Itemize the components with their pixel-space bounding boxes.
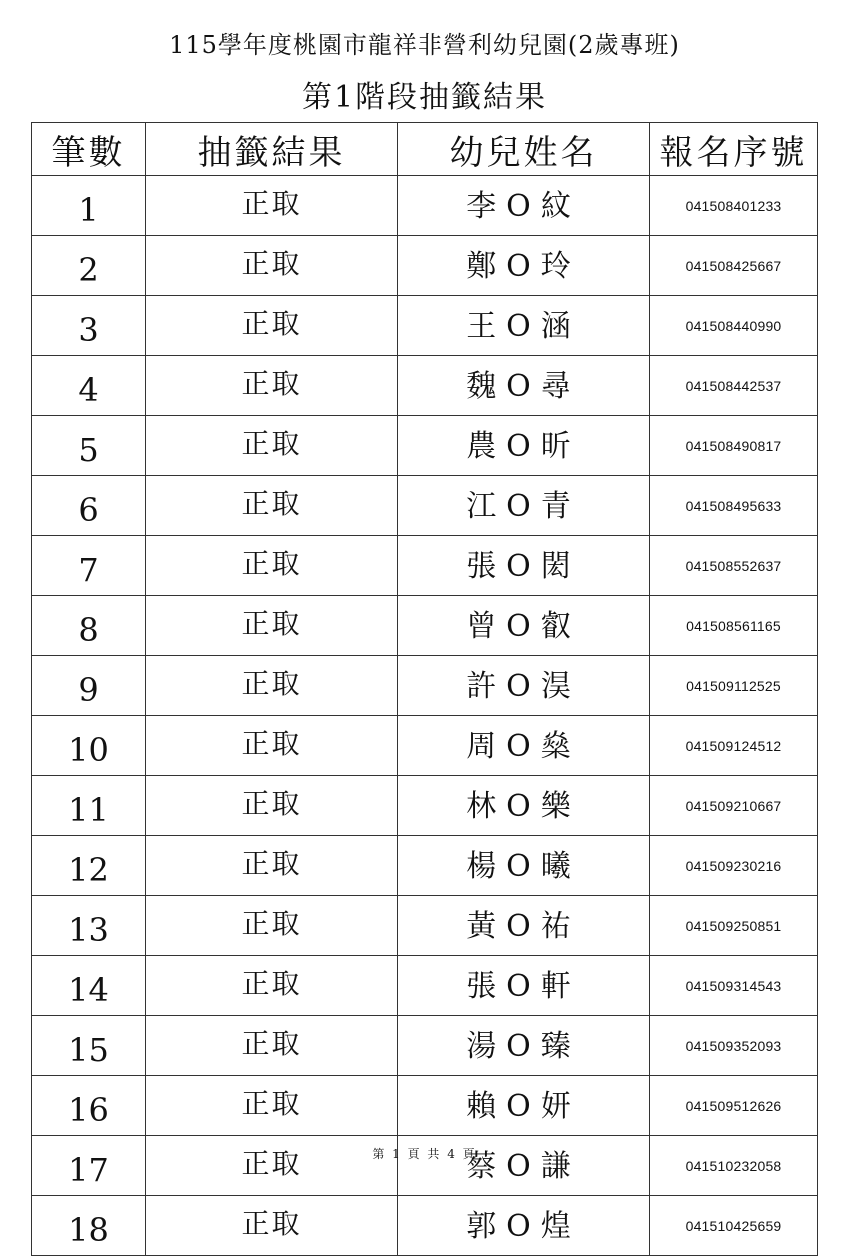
column-header-result: 抽籤結果 — [146, 123, 398, 176]
row-count-cell: 18 — [32, 1196, 146, 1256]
row-result-cell: 正取 — [146, 416, 398, 476]
row-count-cell: 4 — [32, 356, 146, 416]
row-child-name-cell: 王O涵 — [398, 296, 650, 356]
table-row — [32, 1136, 818, 1196]
row-result-cell: 正取 — [146, 1136, 398, 1196]
row-count-cell: 5 — [32, 416, 146, 476]
row-count-cell: 2 — [32, 236, 146, 296]
table-row — [32, 896, 818, 956]
table-row — [32, 236, 818, 296]
row-registration-number-cell: 041509512626 — [650, 1076, 818, 1136]
column-header-count: 筆數 — [32, 123, 146, 176]
table-row — [32, 416, 818, 476]
row-result-cell: 正取 — [146, 1196, 398, 1256]
row-registration-number-cell: 041508495633 — [650, 476, 818, 536]
document-subtitle: 第1階段抽籤結果 — [301, 80, 548, 115]
row-result-cell: 正取 — [146, 1016, 398, 1076]
row-count-cell: 17 — [32, 1136, 146, 1196]
table-row — [32, 356, 818, 416]
row-child-name-cell: 李O紋 — [398, 176, 650, 236]
row-child-name-cell: 黃O祐 — [398, 896, 650, 956]
row-registration-number-cell: 041508425667 — [650, 236, 818, 296]
table-row — [32, 1016, 818, 1076]
table-body — [32, 176, 818, 1256]
row-result-cell: 正取 — [146, 536, 398, 596]
row-registration-number-cell: 041508440990 — [650, 296, 818, 356]
table-header-row — [32, 123, 818, 176]
row-result-cell: 正取 — [146, 356, 398, 416]
row-child-name-cell: 許O淏 — [398, 656, 650, 716]
table-row — [32, 956, 818, 1016]
row-child-name-cell: 周O燊 — [398, 716, 650, 776]
row-count-cell: 15 — [32, 1016, 146, 1076]
page-number: 第 1 頁 共 4 頁 — [372, 1147, 477, 1161]
row-count-cell: 7 — [32, 536, 146, 596]
row-child-name-cell: 林O樂 — [398, 776, 650, 836]
row-count-cell: 6 — [32, 476, 146, 536]
row-result-cell: 正取 — [146, 896, 398, 956]
table-row — [32, 296, 818, 356]
row-registration-number-cell: 041510232058 — [650, 1136, 818, 1196]
row-count-cell: 8 — [32, 596, 146, 656]
row-child-name-cell: 楊O曦 — [398, 836, 650, 896]
row-registration-number-cell: 041508552637 — [650, 536, 818, 596]
row-child-name-cell: 鄭O玲 — [398, 236, 650, 296]
column-header-registration-number: 報名序號 — [650, 123, 818, 176]
table-row — [32, 1076, 818, 1136]
table-row — [32, 716, 818, 776]
row-child-name-cell: 賴O妍 — [398, 1076, 650, 1136]
row-child-name-cell: 湯O臻 — [398, 1016, 650, 1076]
row-result-cell: 正取 — [146, 596, 398, 656]
row-count-cell: 3 — [32, 296, 146, 356]
row-result-cell: 正取 — [146, 476, 398, 536]
row-registration-number-cell: 041509124512 — [650, 716, 818, 776]
row-result-cell: 正取 — [146, 776, 398, 836]
table-row — [32, 776, 818, 836]
row-registration-number-cell: 041510425659 — [650, 1196, 818, 1256]
table-row — [32, 1196, 818, 1256]
table-row — [32, 476, 818, 536]
row-count-cell: 10 — [32, 716, 146, 776]
row-child-name-cell: 曾O叡 — [398, 596, 650, 656]
row-child-name-cell: 魏O尋 — [398, 356, 650, 416]
table-row — [32, 836, 818, 896]
row-registration-number-cell: 041509352093 — [650, 1016, 818, 1076]
table-row — [32, 536, 818, 596]
row-result-cell: 正取 — [146, 296, 398, 356]
row-count-cell: 1 — [32, 176, 146, 236]
row-result-cell: 正取 — [146, 716, 398, 776]
row-result-cell: 正取 — [146, 956, 398, 1016]
row-registration-number-cell: 041509250851 — [650, 896, 818, 956]
row-count-cell: 14 — [32, 956, 146, 1016]
row-registration-number-cell: 041508401233 — [650, 176, 818, 236]
row-count-cell: 11 — [32, 776, 146, 836]
lottery-results-table — [31, 122, 818, 1256]
row-registration-number-cell: 041509210667 — [650, 776, 818, 836]
row-child-name-cell: 蔡O謙 — [398, 1136, 650, 1196]
row-child-name-cell: 張O閎 — [398, 536, 650, 596]
row-result-cell: 正取 — [146, 836, 398, 896]
row-child-name-cell: 郭O煌 — [398, 1196, 650, 1256]
column-header-child-name: 幼兒姓名 — [398, 123, 650, 176]
table-row — [32, 176, 818, 236]
row-count-cell: 12 — [32, 836, 146, 896]
row-count-cell: 9 — [32, 656, 146, 716]
table-row — [32, 656, 818, 716]
row-result-cell: 正取 — [146, 1076, 398, 1136]
row-result-cell: 正取 — [146, 236, 398, 296]
table-row — [32, 596, 818, 656]
row-registration-number-cell: 041508490817 — [650, 416, 818, 476]
document-title: 115學年度桃園市龍祥非營利幼兒園(2歲專班) — [169, 31, 680, 59]
row-child-name-cell: 農O昕 — [398, 416, 650, 476]
row-count-cell: 16 — [32, 1076, 146, 1136]
row-registration-number-cell: 041509314543 — [650, 956, 818, 1016]
row-registration-number-cell: 041509112525 — [650, 656, 818, 716]
row-count-cell: 13 — [32, 896, 146, 956]
row-registration-number-cell: 041509230216 — [650, 836, 818, 896]
row-child-name-cell: 江O青 — [398, 476, 650, 536]
row-result-cell: 正取 — [146, 656, 398, 716]
row-registration-number-cell: 041508561165 — [650, 596, 818, 656]
row-result-cell: 正取 — [146, 176, 398, 236]
row-registration-number-cell: 041508442537 — [650, 356, 818, 416]
row-child-name-cell: 張O軒 — [398, 956, 650, 1016]
